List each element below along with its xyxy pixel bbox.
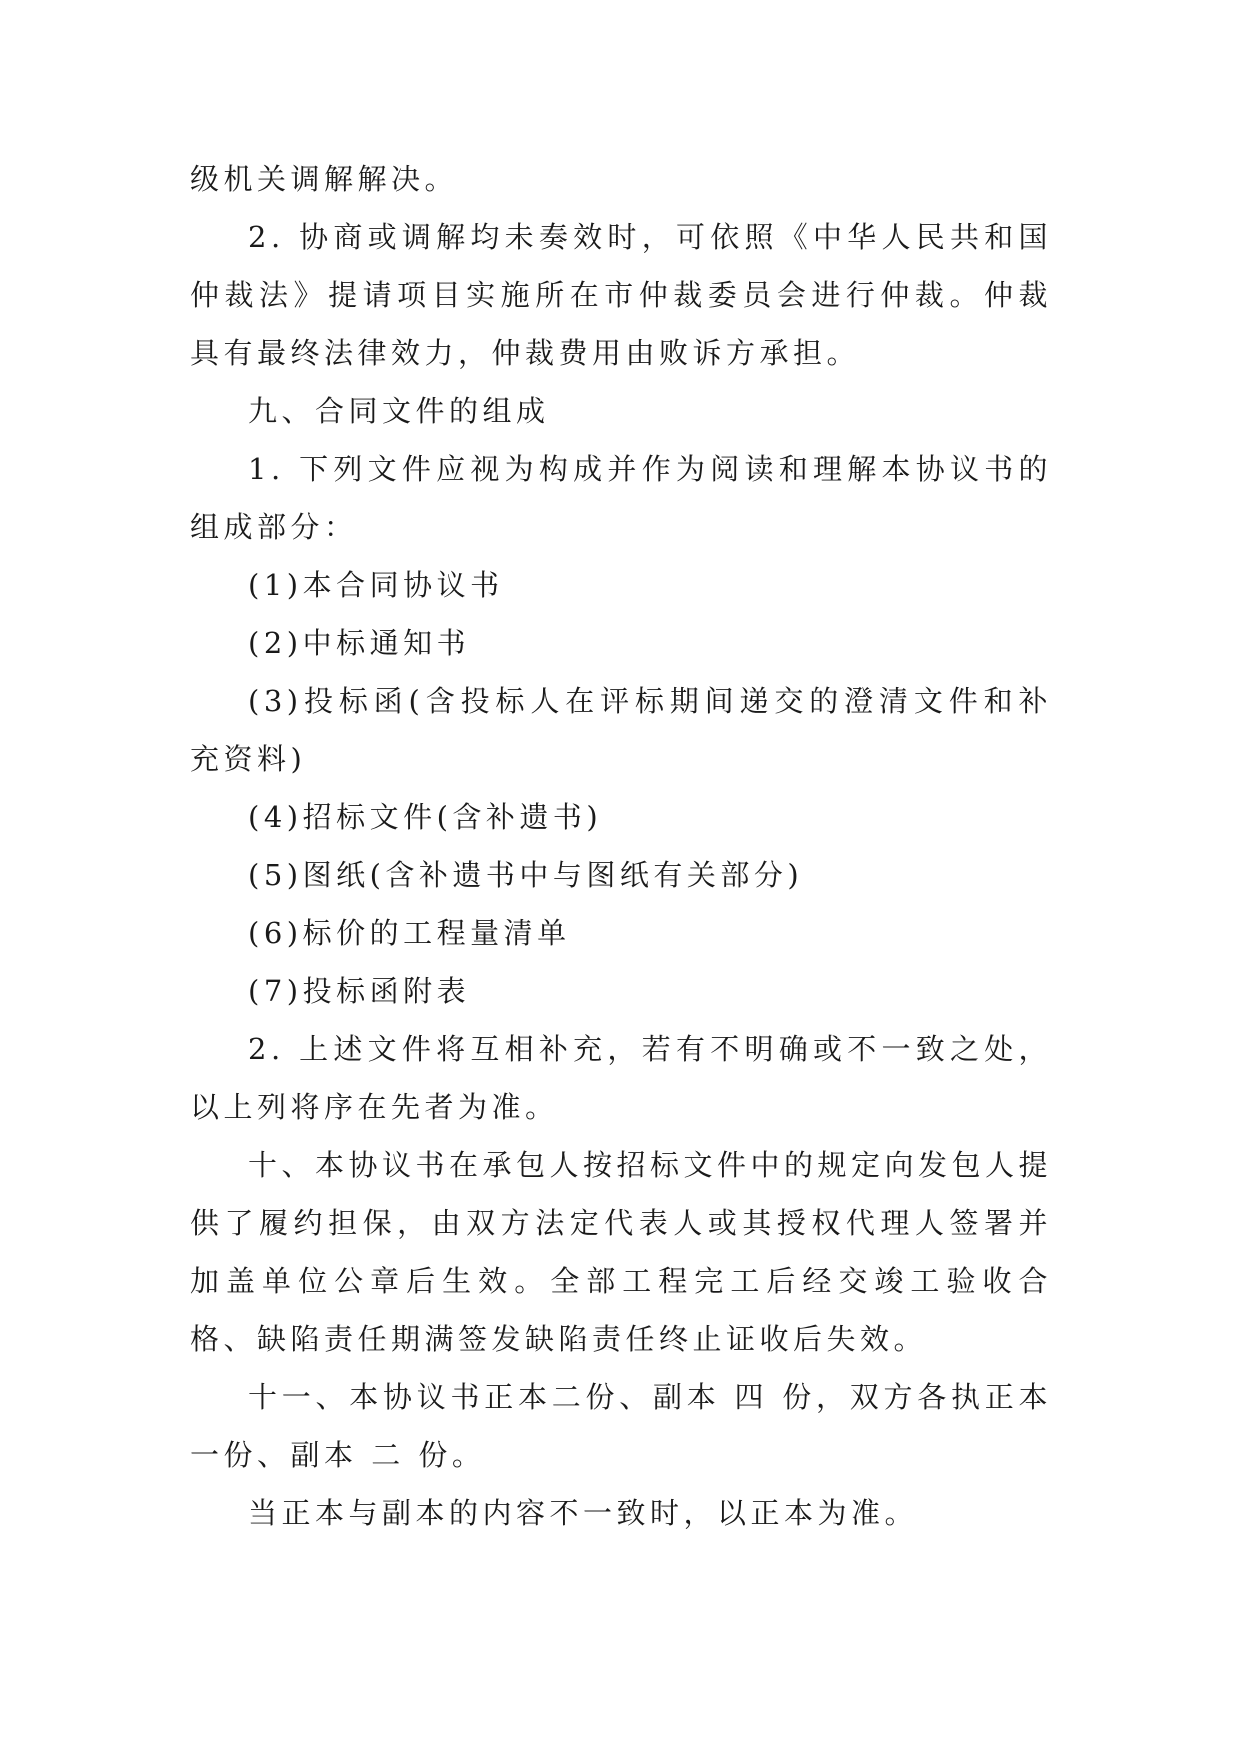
list-item: (4)招标文件(含补遗书) <box>248 800 603 834</box>
list-item: (7)投标函附表 <box>248 974 471 1008</box>
list-item: (3)投标函(含投标人在评标期间递交的澄清文件和补充资料) <box>190 684 1052 776</box>
list-item: (5)图纸(含补遗书中与图纸有关部分) <box>248 858 804 892</box>
list-item: (1)本合同协议书 <box>248 568 504 602</box>
section-heading-contract-documents: 九、合同文件的组成 <box>248 394 550 428</box>
list-item: (2)中标通知书 <box>248 626 471 660</box>
list-item: (6)标价的工程量清单 <box>248 916 571 950</box>
paragraph-arbitration: 2. 协商或调解均未奏效时，可依照《中华人民共和国仲裁法》提请项目实施所在市仲裁委员会进行仲裁。仲裁具有最终法律效力，仲裁费用由败诉方承担。 <box>190 220 1052 370</box>
document-body <box>190 150 1052 1542</box>
section-effectiveness: 十、本协议书在承包人按招标文件中的规定向发包人提供了履约担保，由双方法定代表人或其授权代理人签署并加盖单位公章后生效。全部工程完工后经交竣工验收合格、缺陷责任期满签发缺陷责任终止证收后失效。 <box>190 1148 1053 1356</box>
paragraph-continuation: 级机关调解解决。 <box>190 162 459 196</box>
paragraph-documents-intro: 1. 下列文件应视为构成并作为阅读和理解本协议书的组成部分： <box>190 452 1052 544</box>
paragraph-original-prevails: 当正本与副本的内容不一致时，以正本为准。 <box>248 1496 919 1530</box>
section-copies: 十一、本协议书正本二份、副本 四 份，双方各执正本一份、副本 二 份。 <box>190 1380 1052 1472</box>
paragraph-precedence: 2. 上述文件将互相补充，若有不明确或不一致之处，以上列将序在先者为准。 <box>190 1032 1052 1124</box>
